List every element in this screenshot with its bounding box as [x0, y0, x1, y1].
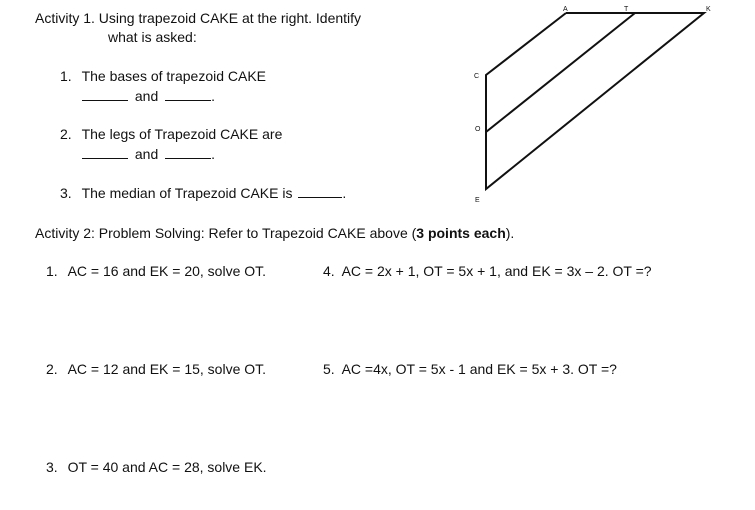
and-label: and	[134, 88, 159, 104]
item-number: 2.	[60, 126, 72, 142]
activity2-title	[35, 225, 514, 241]
problem-number: 3.	[46, 459, 58, 475]
label-o: O	[475, 126, 481, 133]
median-ot	[486, 13, 635, 132]
label-e: E	[475, 197, 480, 204]
period: .	[211, 88, 216, 104]
problem-4	[323, 263, 652, 279]
period: .	[211, 146, 216, 162]
activity2-title-text: Activity 2: Problem Solving: Refer to Trapezoid CAKE above (	[35, 225, 417, 241]
period: .	[342, 185, 347, 201]
problem-text: OT = 40 and AC = 28, solve EK.	[67, 459, 267, 475]
problem-number: 2.	[46, 361, 58, 377]
problem-1	[46, 263, 266, 279]
item-number: 1.	[60, 68, 72, 84]
activity2-title-end: ).	[505, 225, 515, 241]
points-label: 3 points each	[416, 225, 506, 241]
label-t: T	[624, 6, 629, 13]
problem-text: AC = 2x + 1, OT = 5x + 1, and EK = 3x – 2. OT =?	[341, 263, 652, 279]
trapezoid-outline	[486, 13, 704, 189]
problem-3	[46, 459, 267, 475]
item-text: The bases of trapezoid CAKE	[81, 68, 267, 84]
label-k: K	[706, 6, 711, 13]
problem-number: 1.	[46, 263, 58, 279]
problem-text: AC = 16 and EK = 20, solve OT.	[67, 263, 267, 279]
item-text: The legs of Trapezoid CAKE are	[81, 126, 283, 142]
problem-number: 5.	[323, 361, 335, 377]
label-a: A	[563, 6, 568, 13]
and-label: and	[134, 146, 159, 162]
activity1-title-line1: Activity 1. Using trapezoid CAKE at the right. Identify	[35, 10, 362, 26]
problem-number: 4.	[323, 263, 335, 279]
problem-5	[323, 361, 617, 377]
activity1-title-line2: what is asked:	[108, 29, 197, 45]
label-c: C	[474, 73, 480, 80]
problem-text: AC = 12 and EK = 15, solve OT.	[67, 361, 267, 377]
problem-text: AC =4x, OT = 5x - 1 and EK = 5x + 3. OT =?	[341, 361, 617, 377]
item-number: 3.	[60, 185, 72, 201]
item-text: The median of Trapezoid CAKE is	[81, 185, 293, 201]
problem-2	[46, 361, 266, 377]
